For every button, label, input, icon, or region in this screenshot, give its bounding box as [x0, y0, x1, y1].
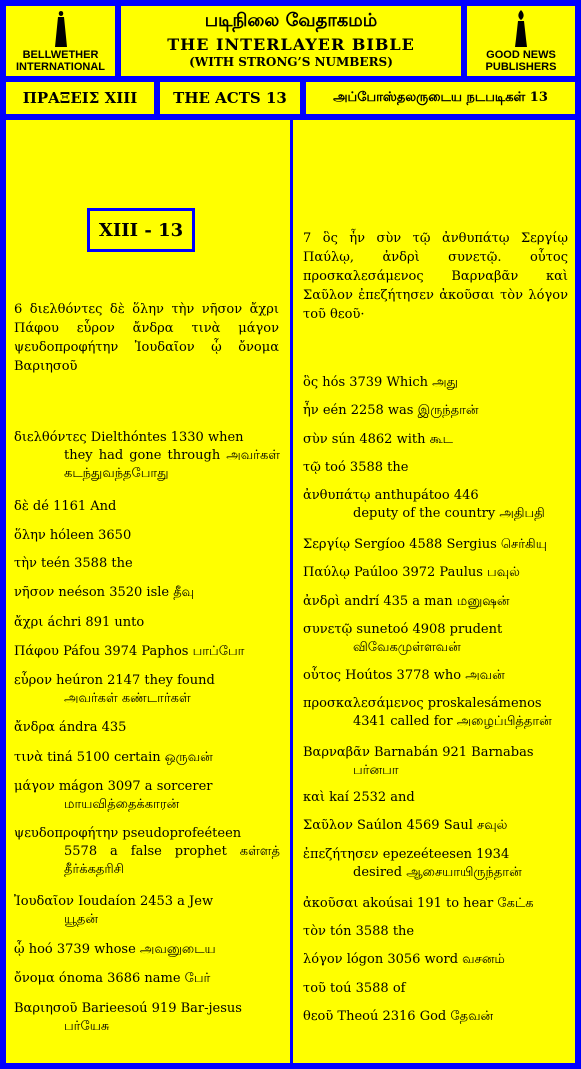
word-entry-continuation: பர்னபா: [353, 763, 399, 778]
word-entry-line: νῆσον neéson 3520 isle தீவு: [14, 585, 195, 600]
word-entry: [303, 374, 568, 392]
word-entry: [14, 584, 280, 602]
title-tamil: படிநிலை வேதாகமம்: [204, 10, 378, 31]
word-entry-line: Πάφου Páfou 3974 Paphos பாப்போ: [14, 644, 245, 659]
word-entry: [303, 667, 568, 685]
word-entry: [14, 749, 280, 767]
word-entry-continuation: 4341 called for அழைப்பித்தான்: [353, 714, 552, 729]
word-entry-line: Βαριησοῦ Barieesoú 919 Bar-jesus: [14, 1001, 242, 1016]
word-entry-line: τοῦ toú 3588 of: [303, 981, 406, 996]
word-entry: [303, 895, 568, 913]
word-entry-line: τὸν tón 3588 the: [303, 924, 415, 939]
word-entry: [14, 941, 280, 959]
word-entry-line: Βαρναβᾶν Barnabán 921 Barnabas: [303, 745, 534, 760]
word-entry: [303, 431, 568, 449]
word-entry: [303, 951, 568, 969]
word-entry: [303, 789, 568, 807]
good-news-logo-text: GOOD NEWS PUBLISHERS: [485, 49, 557, 73]
word-entry: [303, 846, 568, 882]
word-entry: [14, 970, 280, 988]
word-entry-line: διελθόντες Dielthóntes 1330 when: [14, 430, 244, 445]
word-entry-continuation: மாயவித்தைக்காரன்: [64, 797, 180, 812]
word-entry: [14, 527, 280, 545]
word-entry: [14, 643, 280, 661]
word-entry-continuation: பர்யேசு: [64, 1019, 110, 1034]
word-entry-line: ἦν eén 2258 was இருந்தான்: [303, 403, 479, 418]
word-entry-continuation: desired ஆசையாயிருந்தான்: [353, 865, 522, 880]
word-entry: [14, 498, 280, 516]
word-entry: [303, 923, 568, 941]
word-entry-line: Σαῦλον Saúlon 4569 Saul சவுல்: [303, 818, 508, 833]
verse-6-text: 6 διελθόντες δὲ ὅλην τὴν νῆσον ἄχρι Πάφου εὗρον ἄνδρα τινὰ μάγον ψευδοπροφήτην Ἰουδαῖον ᾧ ὄνομα Βαριησοῦ: [14, 302, 279, 374]
title-english: THE INTERLAYER BIBLE: [167, 35, 415, 54]
word-entry-line: ψευδοπροφήτην pseudoprofeéteen: [14, 826, 242, 841]
word-entry: [303, 459, 568, 477]
word-entry-line: καὶ kaí 2532 and: [303, 790, 415, 805]
word-entry-line: ἀνθυπάτῳ anthupátoo 446: [303, 488, 479, 503]
word-entry: [14, 1000, 280, 1036]
word-entry-line: ᾧ hoó 3739 whose அவனுடைய: [14, 942, 216, 957]
word-entry-line: θεοῦ Theoú 2316 God தேவன்: [303, 1009, 494, 1024]
bellwether-logo-text: BELLWETHER INTERNATIONAL: [15, 49, 105, 73]
word-entry-line: Σεργίῳ Sergíoo 4588 Sergius செர்கியு: [303, 537, 547, 552]
word-entry-continuation: 5578 a false prophet கள்ளத் தீர்க்கதரிசி: [64, 844, 280, 877]
word-entry: [14, 825, 280, 879]
word-entry-line: συνετῷ sunetoó 4908 prudent: [303, 622, 503, 637]
chapter-label: XIII - 13: [87, 208, 195, 252]
word-entry-line: τῷ toó 3588 the: [303, 460, 409, 475]
word-entry-line: προσκαλεσάμενος proskalesámenos: [303, 696, 542, 711]
word-entry-line: σὺν sún 4862 with கூட: [303, 432, 453, 447]
word-entry: [14, 719, 280, 737]
word-entry-line: ὄνομα ónoma 3686 name பேர்: [14, 971, 211, 986]
word-entry-continuation: யூதன்: [64, 912, 98, 927]
word-entry-line: εὗρον heúron 2147 they found: [14, 673, 215, 688]
word-entry-line: ἐπεζήτησεν epezeéteesen 1934: [303, 847, 510, 862]
word-entry-line: ὃς hós 3739 Which அது: [303, 375, 458, 390]
word-entry-continuation: விவேகமுள்ளவன்: [353, 640, 461, 655]
word-entry: [303, 593, 568, 611]
word-entry: [14, 555, 280, 573]
word-entry: [14, 672, 280, 708]
torch-icon: [512, 9, 530, 49]
word-entry: [14, 614, 280, 632]
word-entry-line: οὗτος Hoútos 3778 who அவன்: [303, 668, 505, 683]
word-entry-line: Ἰουδαῖον Ioudaíon 2453 a Jew: [14, 894, 214, 909]
word-entry-line: ἀκοῦσαι akoúsai 191 to hear கேட்க: [303, 896, 534, 911]
word-entry-line: ὅλην hóleen 3650: [14, 528, 132, 543]
tab-tamil: அப்போஸ்தலருடைய நடபடிகள் 13: [303, 79, 578, 117]
bellwether-logo: [3, 3, 118, 79]
word-entry: [303, 564, 568, 582]
word-entry: [14, 429, 280, 483]
word-entry-line: μάγον mágon 3097 a sorcerer: [14, 779, 213, 794]
word-entry-continuation: அவர்கள் கண்டார்கள்: [64, 691, 191, 706]
header-title-box: [118, 3, 464, 79]
word-entry-line: Παύλῳ Paúloo 3972 Paulus பவுல்: [303, 565, 520, 580]
tab-greek: ΠΡΑΞΕΙΣ XIII: [3, 79, 157, 117]
title-subtitle: (WITH STRONG’S NUMBERS): [189, 55, 393, 69]
word-entry: [303, 695, 568, 731]
word-entry-line: ἄχρι áchri 891 unto: [14, 615, 145, 630]
word-entry: [303, 1008, 568, 1026]
word-entry: [14, 893, 280, 929]
word-entry-line: δὲ dé 1161 And: [14, 499, 117, 514]
word-entry-line: ἀνδρὶ andrí 435 a man மனுஷன்: [303, 594, 510, 609]
word-entry: [303, 980, 568, 998]
word-entry: [303, 402, 568, 420]
word-entry-continuation: deputy of the country அதிபதி: [353, 506, 545, 521]
good-news-logo: [464, 3, 578, 79]
word-entry-line: τὴν teén 3588 the: [14, 556, 133, 571]
verse-7-text: 7 ὃς ἦν σὺν τῷ ἀνθυπάτῳ Σεργίῳ Παύλῳ, ἀνδρὶ συνετῷ. οὗτος προσκαλεσάμενος Βαρναβᾶν καὶ Σαῦλον ἐπεζήτησεν ἀκοῦσαι τὸν λόγον τοῦ θεοῦ·: [303, 231, 568, 322]
word-entry: [303, 744, 568, 780]
word-entry: [303, 536, 568, 554]
word-entry-line: λόγον lógon 3056 word வசனம்: [303, 952, 505, 967]
word-entry-continuation: they had gone through அவர்கள் கடந்துவந்தபோது: [64, 448, 280, 481]
word-entry-line: τινὰ tiná 5100 certain ஒருவன்: [14, 750, 213, 765]
word-entry-line: ἄνδρα ándra 435: [14, 720, 127, 735]
word-entry: [303, 817, 568, 835]
tab-english: THE ACTS 13: [157, 79, 303, 117]
shepherd-icon: [52, 9, 70, 49]
word-entry: [303, 621, 568, 657]
word-entry: [14, 778, 280, 814]
word-entry: [303, 487, 568, 523]
